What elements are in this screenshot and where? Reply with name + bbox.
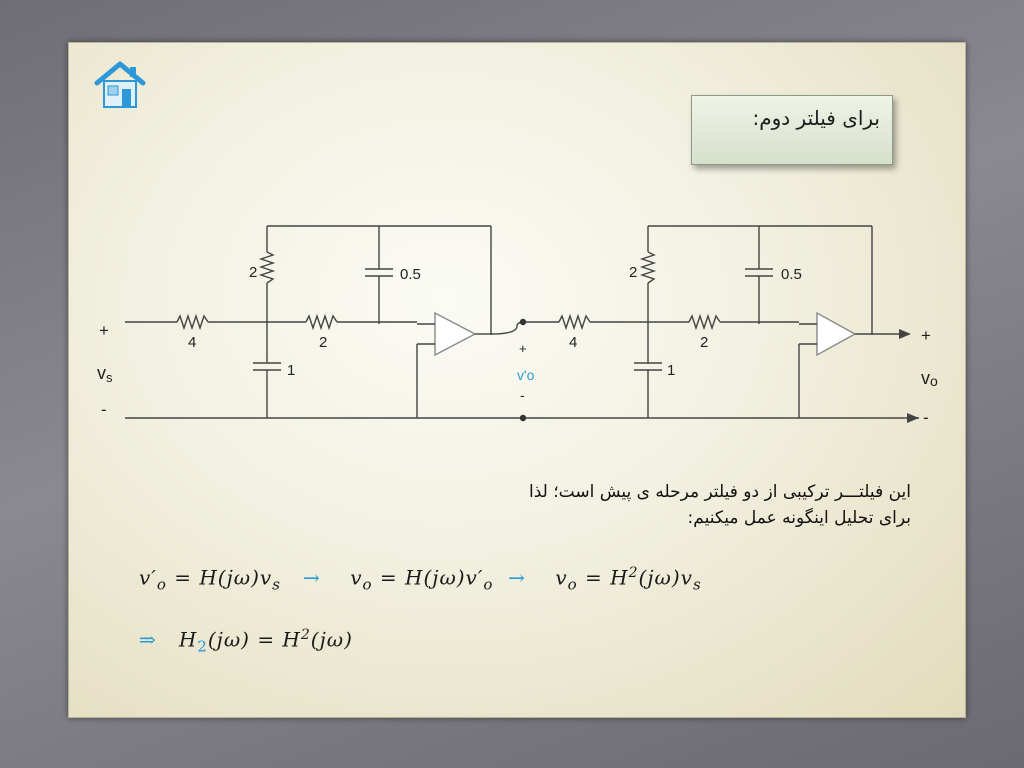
slide <box>68 42 966 718</box>
eq1-arrow-1: → <box>302 565 321 590</box>
stage1-cf-label: 0.5 <box>400 266 421 283</box>
input-label-sub: s <box>106 370 113 385</box>
eq2-lhs: H <box>178 627 198 652</box>
stage1-r2-label: 2 <box>319 334 328 351</box>
slide-title: برای فیلتر دوم: <box>752 106 880 130</box>
eq1-term1-sub2: s <box>272 575 281 594</box>
eq1-term3-sup: 2 <box>628 565 639 581</box>
circuit-diagram <box>69 43 965 463</box>
input-minus: - <box>101 400 107 419</box>
output-label <box>921 368 938 389</box>
middle-label: v'o <box>517 367 535 383</box>
output-plus: + <box>921 326 931 345</box>
output-minus: - <box>923 408 929 427</box>
stage2-cf-label: 0.5 <box>781 266 802 283</box>
eq2-implies: ⇒ <box>139 627 157 652</box>
eq1-term2-a: v <box>350 565 363 590</box>
eq2-rhs-sup: 2 <box>300 627 311 643</box>
explanation-paragraph <box>369 479 911 531</box>
eq1-term3-c: (jω)v <box>638 565 693 590</box>
eq2-lhs-sub: 2 <box>197 637 208 656</box>
stage1-r1-label: 4 <box>188 334 197 351</box>
middle-minus: - <box>520 387 525 403</box>
output-label-sub: o <box>930 373 938 389</box>
equation-1 <box>139 565 702 594</box>
eq2-lhs-rest: (jω) = H <box>207 627 301 652</box>
eq1-term3-sub: o <box>567 575 578 594</box>
eq1-term3-a: v <box>555 565 568 590</box>
eq1-term2-sub2: o <box>483 575 494 594</box>
paragraph-line-2: برای تحلیل اینگونه عمل میکنیم: <box>687 508 911 528</box>
input-label-main: v <box>97 363 106 383</box>
input-plus: + <box>99 321 109 340</box>
equation-2 <box>139 627 353 656</box>
eq1-term2-b: = H(jω)v′ <box>372 565 484 590</box>
eq1-term3-sub2: s <box>692 575 702 594</box>
stage2-r2-label: 2 <box>700 334 709 351</box>
stage2-rf-label: 2 <box>629 264 638 281</box>
eq2-rhs-rest: (jω) <box>310 627 353 652</box>
stage2-cg-label: 1 <box>667 362 676 379</box>
eq1-term1-a: v′ <box>139 565 157 590</box>
eq1-arrow-2: → <box>508 565 526 590</box>
eq1-term2-sub: o <box>362 575 373 594</box>
stage2-r1-label: 4 <box>569 334 578 351</box>
eq1-term3-b: = H <box>577 565 629 590</box>
eq1-term1-b: = H(jω)v <box>166 565 273 590</box>
middle-plus: + <box>519 341 527 356</box>
paragraph-line-1: این فیلتـــر ترکیبی از دو فیلتر مرحله ی پیش است؛ لذا <box>529 482 911 502</box>
output-label-main: v <box>921 368 930 388</box>
stage1-rf-label: 2 <box>249 264 258 281</box>
eq1-term1-sub: o <box>156 575 167 594</box>
input-label <box>97 363 113 385</box>
stage1-cg-label: 1 <box>287 362 296 379</box>
